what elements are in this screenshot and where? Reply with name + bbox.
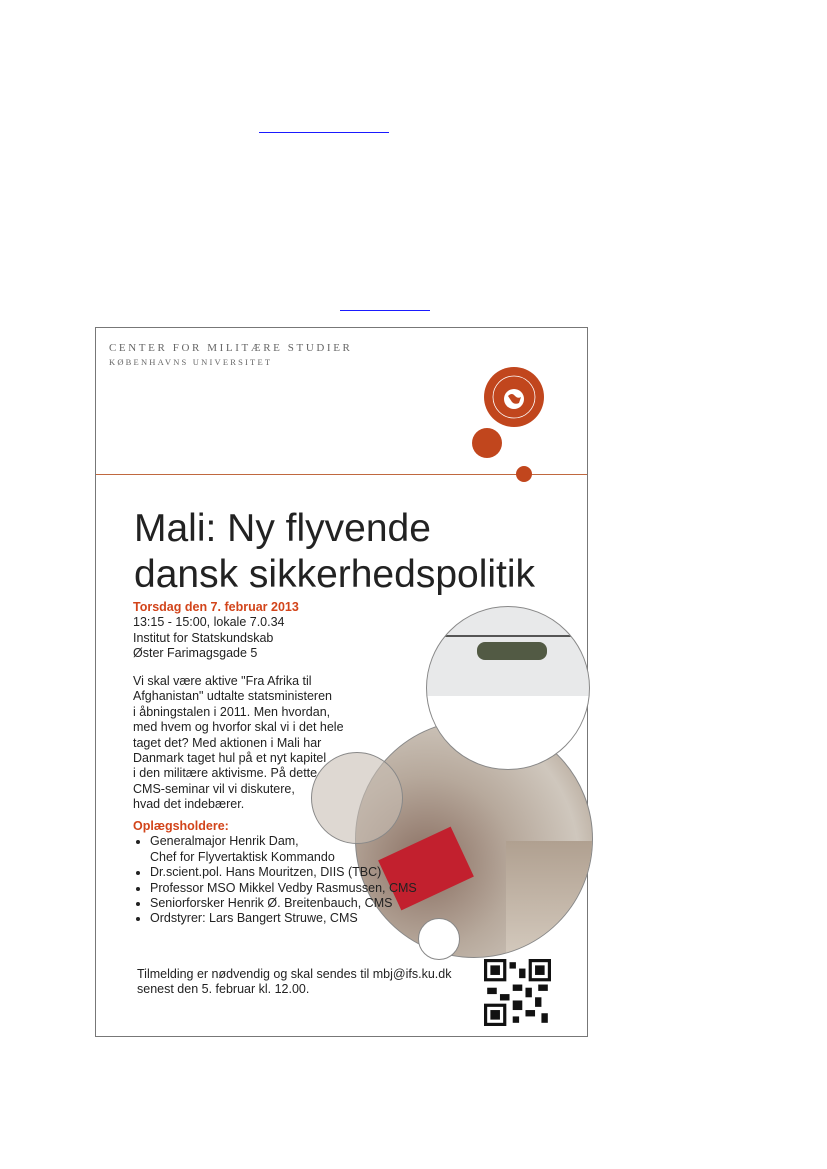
event-description bbox=[133, 674, 344, 813]
decorative-circle bbox=[418, 918, 460, 960]
event-poster bbox=[95, 327, 588, 1037]
speaker-item: • Professor MSO Mikkel Vedby Rasmussen, CMS bbox=[150, 881, 417, 896]
speaker-item: • Seniorforsker Henrik Ø. Breitenbauch, CMS bbox=[150, 896, 417, 911]
speaker-item: • Dr.scient.pol. Hans Mouritzen, DIIS (TBC) bbox=[150, 865, 417, 880]
university-name: KØBENHAVNS UNIVERSITET bbox=[109, 357, 273, 367]
body-line: Afghanistan" udtalte statsministeren bbox=[133, 689, 332, 704]
signup-info bbox=[137, 967, 451, 998]
body-line: Vi skal være aktive "Fra Afrika til bbox=[133, 674, 312, 688]
hyperlink-1[interactable] bbox=[259, 131, 389, 133]
org-name: CENTER FOR MILITÆRE STUDIER bbox=[109, 342, 353, 354]
qr-code-icon bbox=[484, 959, 551, 1026]
event-date: Torsdag den 7. februar 2013 bbox=[133, 600, 299, 614]
speaker-item: • Generalmajor Henrik Dam, Chef for Flyvertaktisk Kommando bbox=[150, 834, 417, 865]
body-line: taget det? Med aktionen i Mali har bbox=[133, 735, 322, 750]
speakers-heading: Oplægsholdere: bbox=[133, 819, 229, 833]
event-info bbox=[133, 600, 299, 662]
decorative-dot-large bbox=[472, 428, 502, 458]
event-address: Øster Farimagsgade 5 bbox=[133, 646, 258, 661]
event-time: 13:15 - 15:00, lokale 7.0.34 bbox=[133, 615, 285, 630]
university-seal-icon bbox=[483, 366, 545, 428]
title-line: dansk sikkerhedspolitik bbox=[134, 553, 536, 596]
body-line: i den militære aktivisme. På dette bbox=[133, 766, 318, 781]
signup-line: Tilmelding er nødvendig og skal sendes til mbj@ifs.ku.dk bbox=[137, 967, 452, 981]
divider bbox=[96, 474, 587, 475]
body-line: i åbningstalen i 2011. Men hvordan, bbox=[133, 704, 331, 719]
body-line: Danmark taget hul på et nyt kapitel bbox=[133, 751, 327, 766]
photo-helicopter bbox=[426, 606, 590, 770]
decorative-dot-small bbox=[516, 466, 532, 482]
body-line: hvad det indebærer. bbox=[133, 797, 245, 812]
speaker-item: • Ordstyrer: Lars Bangert Struwe, CMS bbox=[150, 911, 417, 926]
body-line: CMS-seminar vil vi diskutere, bbox=[133, 781, 295, 796]
poster-title bbox=[134, 506, 535, 598]
signup-line: senest den 5. februar kl. 12.00. bbox=[137, 982, 310, 997]
title-line: Mali: Ny flyvende bbox=[134, 507, 431, 550]
speakers-section bbox=[133, 819, 417, 927]
hyperlink-2[interactable] bbox=[340, 309, 430, 311]
event-institute: Institut for Statskundskab bbox=[133, 630, 274, 645]
body-line: med hvem og hvorfor skal vi i det hele bbox=[133, 720, 344, 735]
